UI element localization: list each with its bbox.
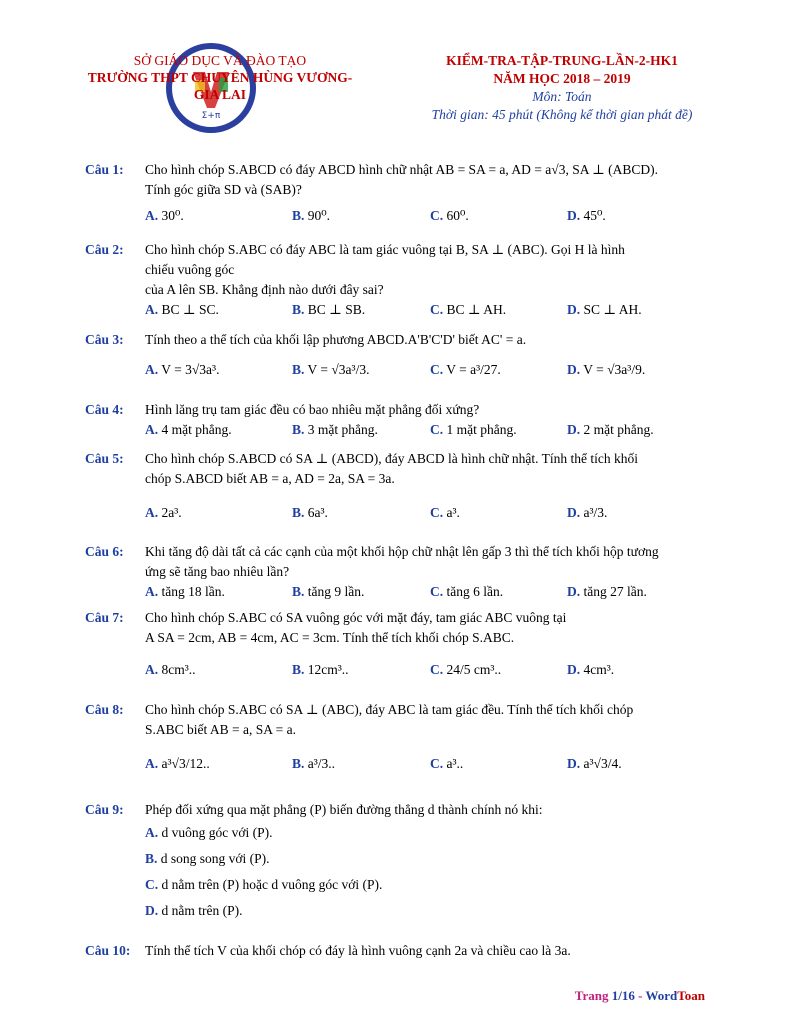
question-text: [145, 941, 715, 961]
option-d[interactable]: D. a³/3.: [567, 505, 608, 520]
options-row: [145, 754, 715, 776]
question-line: của A lên SB. Khẳng định nào dưới đây sai?: [145, 282, 384, 297]
question-line: Tính góc giữa SD và (SAB)?: [145, 182, 302, 197]
question-10: [85, 941, 715, 961]
option-a[interactable]: A. 30⁰.: [145, 208, 184, 223]
brand-word: Word: [645, 988, 678, 1003]
option-a[interactable]: A. 2a³.: [145, 505, 182, 520]
option-d[interactable]: D. 45⁰.: [567, 208, 606, 223]
header-right: [392, 52, 732, 124]
option-c[interactable]: C. a³..: [430, 756, 464, 771]
option-d[interactable]: D. 2 mặt phẳng.: [567, 422, 654, 437]
question-4: [85, 400, 715, 442]
subject: Môn: Toán: [532, 89, 592, 104]
department-name: SỞ GIÁO DỤC VÀ ĐÀO TẠO: [133, 53, 307, 68]
option-b[interactable]: B. V = √3a³/3.: [292, 362, 370, 377]
question-label: Câu 8:: [85, 702, 124, 717]
school-location: GIA LAI: [193, 87, 247, 102]
question-label: Câu 4:: [85, 402, 124, 417]
school-year: NĂM HỌC 2018 – 2019: [493, 71, 631, 86]
question-line: chóp S.ABCD biết AB = a, AD = 2a, SA = 3a.: [145, 471, 395, 486]
page-label: Trang: [574, 988, 612, 1003]
question-text: [145, 240, 715, 300]
page-number: 1/16: [611, 988, 635, 1003]
question-line: A SA = 2cm, AB = 4cm, AC = 3cm. Tính thể tích khối chóp S.ABC.: [145, 630, 515, 645]
options-row: [145, 582, 715, 604]
question-text: [145, 700, 715, 740]
option-a[interactable]: A. BC ⊥ SC.: [145, 302, 219, 317]
question-1: [85, 160, 715, 228]
question-label: Câu 6:: [85, 544, 124, 559]
option-d[interactable]: D. SC ⊥ AH.: [567, 302, 642, 317]
option-c[interactable]: C. 24/5 cm³..: [430, 662, 502, 677]
option-d[interactable]: D. a³√3/4.: [567, 756, 622, 771]
header-left: [70, 52, 370, 103]
question-text: [145, 330, 715, 350]
option-c[interactable]: C. 60⁰.: [430, 208, 469, 223]
option-a[interactable]: A. d vuông góc với (P).: [145, 825, 273, 840]
option-b[interactable]: B. tăng 9 lần.: [292, 584, 365, 599]
question-line: Khi tăng độ dài tất cả các cạnh của một khối hộp chữ nhật lên gấp 3 thì thể tích khối hộp tương: [145, 544, 659, 559]
question-label: Câu 10:: [85, 943, 131, 958]
option-a[interactable]: A. tăng 18 lần.: [145, 584, 225, 599]
option-a[interactable]: A. V = 3√3a³.: [145, 362, 220, 377]
question-line: Cho hình chóp S.ABCD có SA ⊥ (ABCD), đáy ABCD là hình chữ nhật. Tính thể tích khối: [145, 451, 639, 466]
school-name: TRƯỜNG THPT CHUYÊN HÙNG VƯƠNG-: [87, 70, 353, 85]
option-c[interactable]: C. a³.: [430, 505, 460, 520]
question-text: [145, 608, 715, 648]
option-a[interactable]: A. a³√3/12..: [145, 756, 210, 771]
question-text: [145, 400, 715, 420]
option-a[interactable]: A. 8cm³..: [145, 662, 196, 677]
option-b[interactable]: B. 12cm³..: [292, 662, 349, 677]
footer-separator: -: [634, 988, 646, 1003]
question-text: [145, 160, 715, 200]
options-row: [145, 360, 715, 382]
question-8: [85, 700, 715, 776]
question-line: S.ABC biết AB = a, SA = a.: [145, 722, 296, 737]
option-c[interactable]: C. V = a³/27.: [430, 362, 501, 377]
option-d[interactable]: D. 4cm³.: [567, 662, 615, 677]
question-3: [85, 330, 715, 382]
option-c[interactable]: C. tăng 6 lần.: [430, 584, 504, 599]
option-d[interactable]: D. tăng 27 lần.: [567, 584, 647, 599]
question-label: Câu 2:: [85, 242, 124, 257]
option-c[interactable]: C. 1 mặt phẳng.: [430, 422, 517, 437]
question-9: [85, 800, 715, 924]
question-label: Câu 3:: [85, 332, 124, 347]
options-row: [145, 420, 715, 442]
option-b[interactable]: B. 6a³.: [292, 505, 328, 520]
page-footer: [575, 988, 705, 1004]
options-row: [145, 660, 715, 682]
question-7: [85, 608, 715, 682]
brand-toan: Toan: [677, 988, 705, 1003]
question-label: Câu 1:: [85, 162, 124, 177]
option-b[interactable]: B. BC ⊥ SB.: [292, 302, 366, 317]
question-line: ứng sẽ tăng bao nhiêu lần?: [145, 564, 290, 579]
question-line: Phép đối xứng qua mặt phẳng (P) biến đường thẳng d thành chính nó khi:: [145, 802, 543, 817]
question-5: [85, 449, 715, 525]
question-line: Cho hình chóp S.ABCD có đáy ABCD hình chữ nhật AB = SA = a, AD = a√3, SA ⊥ (ABCD).: [145, 162, 659, 177]
option-b[interactable]: B. 90⁰.: [292, 208, 331, 223]
svg-text:Σ+π: Σ+π: [201, 111, 221, 121]
question-line: Tính theo a thể tích của khối lập phương ABCD.A'B'C'D' biết AC' = a.: [145, 332, 527, 347]
question-line: chiếu vuông góc: [145, 262, 235, 277]
question-line: Cho hình chóp S.ABC có SA ⊥ (ABC), đáy ABC là tam giác đều. Tính thể tích khối chóp: [145, 702, 634, 717]
option-b[interactable]: B. d song song với (P).: [145, 851, 270, 866]
option-b[interactable]: B. 3 mặt phẳng.: [292, 422, 378, 437]
question-label: Câu 5:: [85, 451, 124, 466]
question-line: Cho hình chóp S.ABC có đáy ABC là tam giác vuông tại B, SA ⊥ (ABC). Gọi H là hình: [145, 242, 625, 257]
question-label: Câu 9:: [85, 802, 124, 817]
options-row: [145, 206, 715, 228]
question-text: [145, 800, 715, 820]
option-d[interactable]: D. V = √3a³/9.: [567, 362, 646, 377]
option-a[interactable]: A. 4 mặt phẳng.: [145, 422, 232, 437]
question-line: Cho hình chóp S.ABC có SA vuông góc với mặt đáy, tam giác ABC vuông tại: [145, 610, 567, 625]
options-row: [145, 503, 715, 525]
question-label: Câu 7:: [85, 610, 124, 625]
question-2: [85, 240, 715, 322]
question-6: [85, 542, 715, 604]
exam-time: Thời gian: 45 phút (Không kể thời gian phát đề): [431, 107, 693, 122]
option-c[interactable]: C. BC ⊥ AH.: [430, 302, 507, 317]
option-b[interactable]: B. a³/3..: [292, 756, 336, 771]
option-c[interactable]: C. d nằm trên (P) hoặc d vuông góc với (P).: [145, 877, 383, 892]
question-text: [145, 542, 715, 582]
options-row: [145, 300, 715, 322]
question-line: Tính thể tích V của khối chóp có đáy là hình vuông cạnh 2a và chiều cao là 3a.: [145, 943, 571, 958]
question-text: [145, 449, 715, 489]
exam-title: KIỂM-TRA-TẬP-TRUNG-LẦN-2-HK1: [446, 53, 678, 68]
option-d[interactable]: D. d nằm trên (P).: [145, 903, 243, 918]
question-line: Hình lăng trụ tam giác đều có bao nhiêu mặt phẳng đối xứng?: [145, 402, 480, 417]
